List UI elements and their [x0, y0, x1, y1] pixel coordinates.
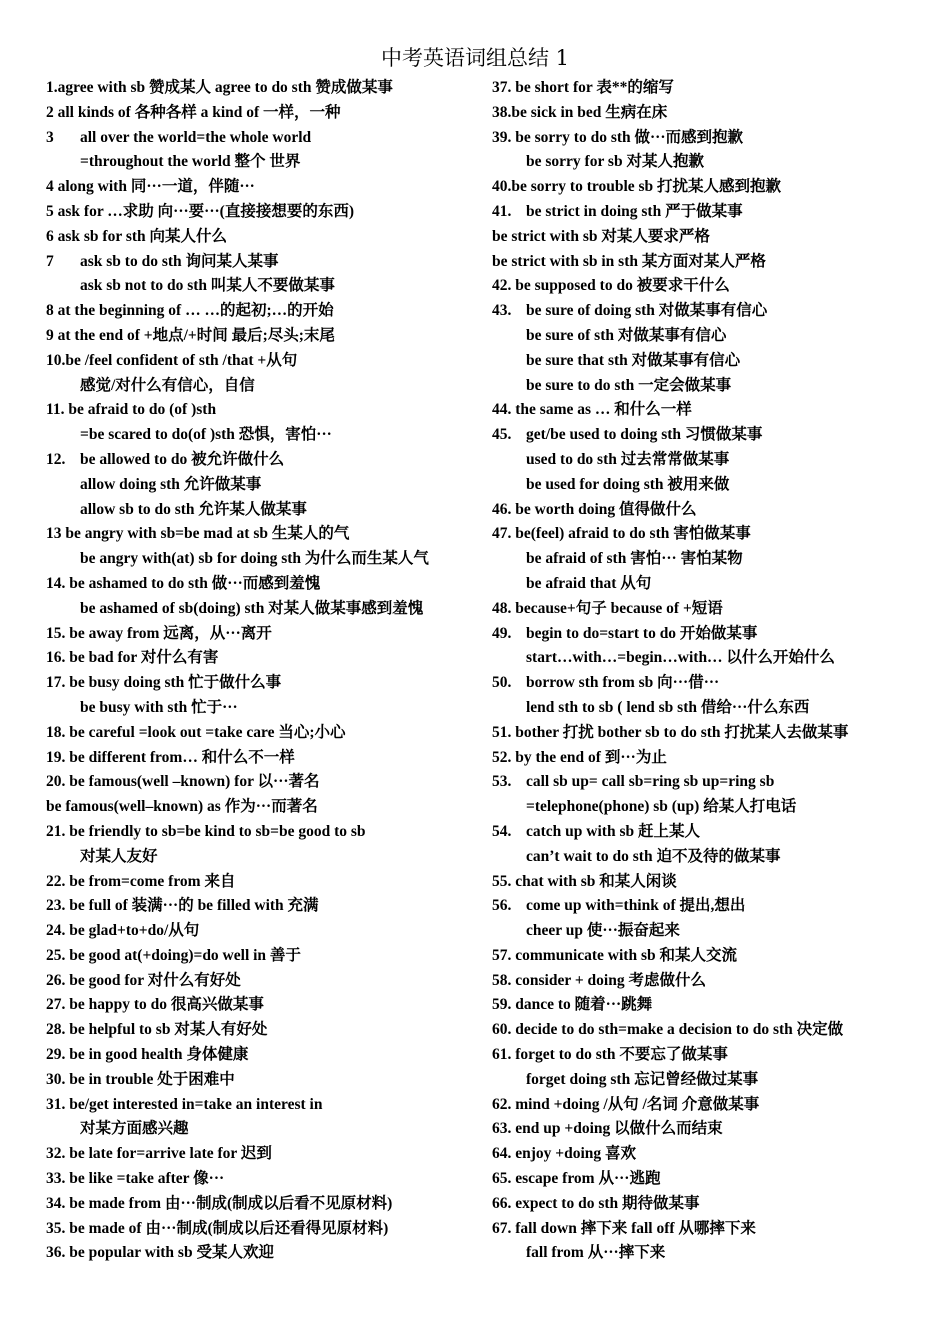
item-number: 7: [46, 252, 54, 270]
phrase-line: [492, 572, 932, 597]
phrase-text: 44. the same as … 和什么一样: [492, 401, 692, 419]
item-number: 54.: [492, 822, 512, 840]
phrase-text: 感觉/对什么有信心，自信: [80, 376, 255, 394]
phrase-line: [492, 448, 932, 473]
phrase-line: [46, 547, 486, 572]
phrase-line: [492, 795, 932, 820]
phrase-line: [492, 1117, 932, 1142]
phrase-line: [492, 646, 932, 671]
item-number: 43.: [492, 302, 512, 320]
item-number: 49.: [492, 624, 512, 642]
phrase-line: [46, 993, 486, 1018]
phrase-text: 35. be made of 由···制成(制成以后还看得见原材料): [46, 1219, 389, 1237]
phrase-text: start…with…=begin…with… 以什么开始什么: [526, 649, 835, 667]
phrase-line: [492, 770, 932, 795]
phrase-line: [46, 646, 486, 671]
phrase-text: 6 ask sb for sth 向某人什么: [46, 227, 228, 245]
phrase-line: [492, 919, 932, 944]
phrase-text: be sure to do sth 一定会做某事: [526, 376, 732, 394]
phrase-line: [492, 175, 932, 200]
phrase-line: [46, 374, 486, 399]
phrase-text: 21. be friendly to sb=be kind to sb=be good to sb: [46, 822, 366, 840]
phrase-text: be strict in doing sth 严于做某事: [526, 202, 743, 220]
phrase-line: [492, 993, 932, 1018]
phrase-text: lend sth to sb ( lend sb sth 借给···什么东西: [526, 698, 810, 716]
phrase-line: [46, 870, 486, 895]
phrase-text: 对某人友好: [80, 847, 158, 865]
phrase-text: 38.be sick in bed 生病在床: [492, 103, 668, 121]
phrase-text: 60. decide to do sth=make a decision to do sth 决定做: [492, 1021, 844, 1039]
phrase-text: 13 be angry with sb=be mad at sb 生某人的气: [46, 525, 350, 543]
phrase-text: 67. fall down 摔下来 fall off 从哪摔下来: [492, 1219, 756, 1237]
phrase-text: 42. be supposed to do 被要求干什么: [492, 277, 730, 295]
phrase-text: 61. forget to do sth 不要忘了做某事: [492, 1046, 728, 1064]
phrase-text: be used for doing sth 被用来做: [526, 475, 730, 493]
phrase-line: [492, 324, 932, 349]
phrase-line: [46, 1192, 486, 1217]
phrase-line: [492, 76, 932, 101]
phrase-text: 27. be happy to do 很高兴做某事: [46, 996, 264, 1014]
phrase-line: [492, 1217, 932, 1242]
phrase-text: 55. chat with sb 和某人闲谈: [492, 872, 677, 890]
phrase-text: 59. dance to 随着···跳舞: [492, 996, 653, 1014]
phrase-text: come up with=think of 提出,想出: [526, 897, 746, 915]
phrase-line: [46, 522, 486, 547]
phrase-text: 26. be good for 对什么有好处: [46, 971, 241, 989]
phrase-line: [492, 547, 932, 572]
phrase-line: [492, 126, 932, 151]
phrase-text: 51. bother 打扰 bother sb to do sth 打扰某人去做某事: [492, 723, 849, 741]
phrase-text: 47. be(feel) afraid to do sth 害怕做某事: [492, 525, 751, 543]
phrase-text: =be scared to do(of )sth 恐惧，害怕···: [80, 426, 332, 444]
phrase-line: [492, 969, 932, 994]
phrase-text: be allowed to do 被允许做什么: [80, 450, 285, 468]
phrase-line: [46, 770, 486, 795]
phrase-text: be strict with sb in sth 某方面对某人严格: [492, 252, 766, 270]
phrase-text: forget doing sth 忘记曾经做过某事: [526, 1070, 759, 1088]
phrase-line: [46, 1093, 486, 1118]
phrase-text: 46. be worth doing 值得做什么: [492, 500, 697, 518]
phrase-text: get/be used to doing sth 习惯做某事: [526, 426, 763, 444]
phrase-line: [46, 820, 486, 845]
phrase-text: 22. be from=come from 来自: [46, 872, 236, 890]
phrase-text: 64. enjoy +doing 喜欢: [492, 1145, 637, 1163]
phrase-line: [46, 845, 486, 870]
phrase-line: [46, 324, 486, 349]
phrase-text: be sorry for sb 对某人抱歉: [526, 153, 704, 171]
phrase-text: call sb up= call sb=ring sb up=ring sb: [526, 773, 775, 791]
phrase-line: [46, 1068, 486, 1093]
phrase-text: 8 at the beginning of … …的起初;…的开始: [46, 302, 334, 320]
phrase-line: [46, 721, 486, 746]
phrase-text: 24. be glad+to+do/从句: [46, 922, 200, 940]
item-number: 50.: [492, 674, 512, 692]
phrase-text: 16. be bad for 对什么有害: [46, 649, 219, 667]
phrase-text: 33. be like =take after 像···: [46, 1170, 225, 1188]
phrase-text: used to do sth 过去常常做某事: [526, 450, 730, 468]
phrase-text: be ashamed of sb(doing) sth 对某人做某事感到羞愧: [80, 599, 424, 617]
phrase-line: [492, 374, 932, 399]
phrase-text: =telephone(phone) sb (up) 给某人打电话: [526, 798, 797, 816]
phrase-text: cheer up 使···振奋起来: [526, 922, 680, 940]
phrase-text: 30. be in trouble 处于困难中: [46, 1070, 235, 1088]
phrase-line: [492, 423, 932, 448]
phrase-text: 39. be sorry to do sth 做···而感到抱歉: [492, 128, 744, 146]
phrase-line: [46, 1241, 486, 1266]
phrase-text: borrow sth from sb 向···借···: [526, 674, 720, 692]
phrase-line: [46, 795, 486, 820]
phrase-line: [492, 894, 932, 919]
phrase-text: 66. expect to do sth 期待做某事: [492, 1194, 700, 1212]
phrase-text: 29. be in good health 身体健康: [46, 1046, 249, 1064]
phrase-text: 36. be popular with sb 受某人欢迎: [46, 1244, 274, 1262]
phrase-line: [46, 250, 486, 275]
phrase-line: [492, 1093, 932, 1118]
phrase-line: [46, 398, 486, 423]
phrase-text: 48. because+句子 because of +短语: [492, 599, 723, 617]
phrase-text: can’t wait to do sth 迫不及待的做某事: [526, 847, 781, 865]
phrase-text: be sure that sth 对做某事有信心: [526, 351, 741, 369]
phrase-text: 65. escape from 从···逃跑: [492, 1170, 661, 1188]
phrase-line: [46, 572, 486, 597]
phrase-text: 18. be careful =look out =take care 当心;小心: [46, 723, 346, 741]
phrase-line: [46, 969, 486, 994]
phrase-text: 19. be different from… 和什么不一样: [46, 748, 295, 766]
phrase-line: [492, 101, 932, 126]
phrase-line: [46, 944, 486, 969]
phrase-line: [492, 274, 932, 299]
phrase-line: [492, 1241, 932, 1266]
phrase-text: 58. consider + doing 考虑做什么: [492, 971, 706, 989]
phrase-text: 31. be/get interested in=take an interest in: [46, 1095, 323, 1113]
phrase-text: 5 ask for …求助 向···要···(直接接想要的东西): [46, 202, 355, 220]
phrase-line: [46, 175, 486, 200]
phrase-line: [46, 76, 486, 101]
phrase-text: be sure of sth 对做某事有信心: [526, 326, 727, 344]
phrase-line: [492, 250, 932, 275]
phrase-text: be afraid of sth 害怕··· 害怕某物: [526, 550, 743, 568]
phrase-line: [46, 894, 486, 919]
phrase-line: [46, 1167, 486, 1192]
phrase-text: 32. be late for=arrive late for 迟到: [46, 1145, 272, 1163]
phrase-text: be busy with sth 忙于···: [80, 698, 238, 716]
phrase-text: be famous(well–known) as 作为···而著名: [46, 798, 318, 816]
phrase-line: [46, 274, 486, 299]
phrase-text: 28. be helpful to sb 对某人有好处: [46, 1021, 268, 1039]
phrase-line: [46, 225, 486, 250]
phrase-line: [46, 622, 486, 647]
phrase-line: [46, 671, 486, 696]
phrase-text: ask sb not to do sth 叫某人不要做某事: [80, 277, 335, 295]
phrase-line: [492, 398, 932, 423]
item-number: 53.: [492, 773, 512, 791]
phrase-line: [46, 1117, 486, 1142]
phrase-line: [492, 671, 932, 696]
phrase-text: 10.be /feel confident of sth /that +从句: [46, 351, 298, 369]
phrase-line: [46, 1142, 486, 1167]
item-number: 41.: [492, 202, 512, 220]
phrase-line: [492, 299, 932, 324]
phrase-line: [492, 870, 932, 895]
phrase-text: 1.agree with sb 赞成某人 agree to do sth 赞成做某事: [46, 79, 393, 96]
phrase-line: [46, 1043, 486, 1068]
phrase-line: [46, 349, 486, 374]
page-title: 中考英语词组总结 1: [380, 46, 570, 70]
phrase-line: [46, 126, 486, 151]
phrase-line: [46, 597, 486, 622]
phrase-text: be sure of doing sth 对做某事有信心: [526, 302, 768, 320]
item-number: 45.: [492, 426, 512, 444]
right-column: [492, 76, 932, 1266]
phrase-text: allow doing sth 允许做某事: [80, 475, 262, 493]
phrase-text: 11. be afraid to do (of )sth: [46, 401, 217, 419]
phrase-text: 2 all kinds of 各种各样 a kind of 一样，一种: [46, 103, 341, 121]
phrase-text: 23. be full of 装满···的 be filled with 充满: [46, 897, 319, 915]
phrase-text: 25. be good at(+doing)=do well in 善于: [46, 946, 301, 964]
phrase-text: be angry with(at) sb for doing sth 为什么而生某人气: [80, 550, 429, 568]
phrase-line: [492, 1043, 932, 1068]
phrase-text: fall from 从···摔下来: [526, 1244, 666, 1262]
phrase-text: 17. be busy doing sth 忙于做什么事: [46, 674, 282, 692]
phrase-text: 37. be short for 表**的缩写: [492, 79, 674, 96]
phrase-text: all over the world=the whole world: [80, 128, 312, 146]
phrase-line: [46, 696, 486, 721]
phrase-text: 40.be sorry to trouble sb 打扰某人感到抱歉: [492, 178, 782, 196]
phrase-text: =throughout the world 整个 世界: [80, 153, 301, 171]
phrase-text: 20. be famous(well –known) for 以···著名: [46, 773, 320, 791]
phrase-line: [46, 299, 486, 324]
item-number: 3: [46, 128, 54, 146]
phrase-text: be afraid that 从句: [526, 574, 652, 592]
phrase-line: [46, 919, 486, 944]
phrase-line: [46, 448, 486, 473]
phrase-line: [492, 721, 932, 746]
phrase-line: [492, 1192, 932, 1217]
phrase-line: [46, 1217, 486, 1242]
phrase-line: [492, 1142, 932, 1167]
phrase-line: [492, 845, 932, 870]
phrase-text: be strict with sb 对某人要求严格: [492, 227, 710, 245]
phrase-line: [46, 498, 486, 523]
phrase-line: [46, 1018, 486, 1043]
phrase-line: [492, 1068, 932, 1093]
phrase-text: 62. mind +doing /从句 /名词 介意做某事: [492, 1095, 760, 1113]
phrase-text: 14. be ashamed to do sth 做···而感到羞愧: [46, 574, 321, 592]
phrase-line: [46, 423, 486, 448]
phrase-line: [492, 200, 932, 225]
phrase-text: ask sb to do sth 询问某人某事: [80, 252, 279, 270]
phrase-line: [492, 498, 932, 523]
phrase-text: 57. communicate with sb 和某人交流: [492, 946, 737, 964]
phrase-text: 63. end up +doing 以做什么而结束: [492, 1120, 723, 1138]
phrase-text: catch up with sb 赶上某人: [526, 822, 700, 840]
phrase-text: 4 along with 同···一道，伴随···: [46, 178, 255, 196]
phrase-line: [46, 746, 486, 771]
phrase-text: begin to do=start to do 开始做某事: [526, 624, 758, 642]
phrase-line: [492, 622, 932, 647]
phrase-line: [492, 150, 932, 175]
phrase-text: 52. by the end of 到···为止: [492, 748, 667, 766]
phrase-line: [492, 1018, 932, 1043]
left-column: [46, 76, 486, 1266]
phrase-text: 对某方面感兴趣: [80, 1120, 189, 1138]
phrase-line: [492, 1167, 932, 1192]
phrase-text: 34. be made from 由···制成(制成以后看不见原材料): [46, 1194, 393, 1212]
phrase-line: [492, 597, 932, 622]
phrase-line: [492, 746, 932, 771]
phrase-line: [46, 150, 486, 175]
phrase-line: [492, 473, 932, 498]
phrase-line: [46, 200, 486, 225]
phrase-line: [46, 101, 486, 126]
phrase-line: [46, 473, 486, 498]
phrase-text: 9 at the end of +地点/+时间 最后;尽头;末尾: [46, 326, 335, 344]
phrase-line: [492, 522, 932, 547]
phrase-line: [492, 820, 932, 845]
item-number: 56.: [492, 897, 512, 915]
item-number: 12.: [46, 450, 66, 468]
phrase-line: [492, 944, 932, 969]
phrase-line: [492, 225, 932, 250]
phrase-text: 15. be away from 远离，从···离开: [46, 624, 272, 642]
phrase-line: [492, 696, 932, 721]
phrase-line: [492, 349, 932, 374]
phrase-text: allow sb to do sth 允许某人做某事: [80, 500, 307, 518]
